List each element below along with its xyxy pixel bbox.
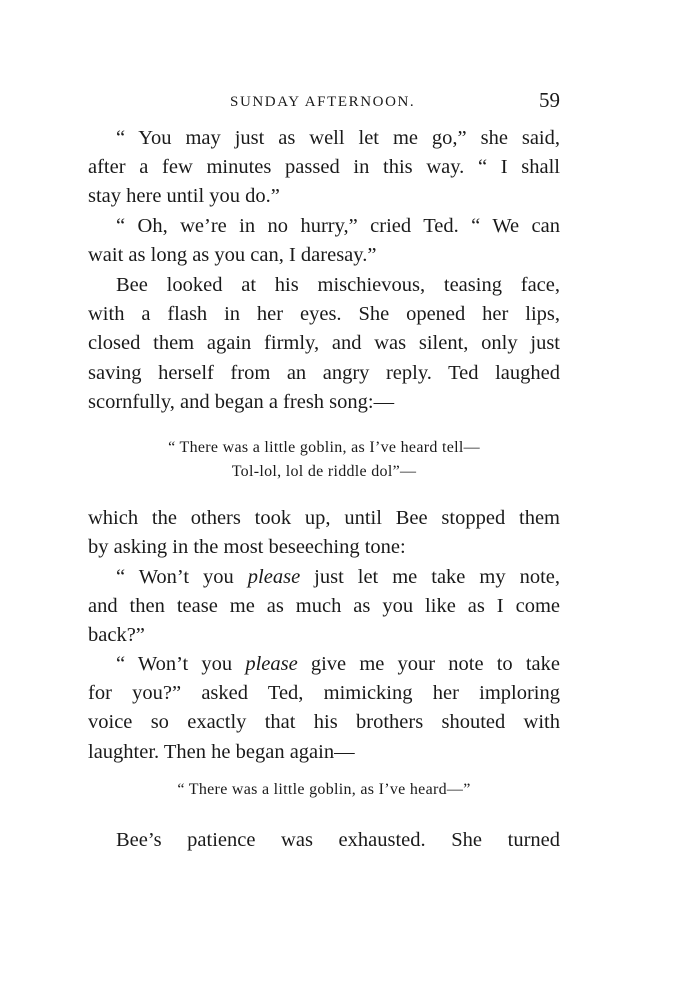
text-line: Bee’s patience was exhausted. She turned [116,829,560,851]
text-line: scornfully, and began a fresh song:— [88,390,395,413]
paragraph-3 [88,271,560,417]
text-line: and then tease me as much as you like as I come [88,595,560,618]
text-line: for you?” asked Ted, mimicking her imploring [88,682,560,705]
text-line: which the others took up, until Bee stopped them [88,507,560,529]
emphasis-word: please [247,566,301,588]
text-line: voice so exactly that his brothers shouted with [88,711,560,734]
text-line: closed them again firmly, and was silent, only just [88,332,560,355]
verse-line: “ There was a little goblin, as I’ve heard tell— [168,439,480,456]
text-run: just let me take my note, [300,566,560,588]
text-line: with a flash in her eyes. She opened her lips, [88,303,560,326]
paragraph-7 [88,826,560,855]
text-line: saving herself from an angry reply. Ted laughed [88,361,560,384]
text-line: Bee looked at his mischievous, teasing face, [116,274,560,296]
text-line [88,563,560,592]
paragraph-4 [88,504,560,562]
text-line: laughter. Then he began again— [88,740,355,763]
page-number: 59 [539,88,560,112]
text-line: by asking in the most beseeching tone: [88,536,406,559]
verse-quote-2 [88,778,560,802]
paragraph-1 [88,124,560,212]
text-run: give me your note to take [297,653,560,675]
paragraph-2 [88,212,560,270]
verse-line: “ There was a little goblin, as I’ve heard—” [177,781,471,798]
text-line: back?” [88,624,145,647]
text-line: after a few minutes passed in this way. “ I shall [88,156,560,179]
text-run: “ Won’t you [116,566,248,588]
text-line: wait as long as you can, I daresay.” [88,244,377,267]
text-line: “ You may just as well let me go,” she said, [116,127,560,149]
running-head: SUNDAY AFTERNOON. [230,94,416,110]
text-line [88,650,560,679]
paragraph-5 [88,563,560,651]
text-line: stay here until you do.” [88,185,280,208]
verse-quote-1 [88,436,560,484]
verse-line: Tol-lol, lol de riddle dol”— [231,463,417,480]
emphasis-word: please [245,653,298,675]
page-header [88,88,560,118]
text-line: “ Oh, we’re in no hurry,” cried Ted. “ We can [116,215,560,237]
text-run: “ Won’t you [116,653,246,675]
paragraph-6 [88,650,560,767]
